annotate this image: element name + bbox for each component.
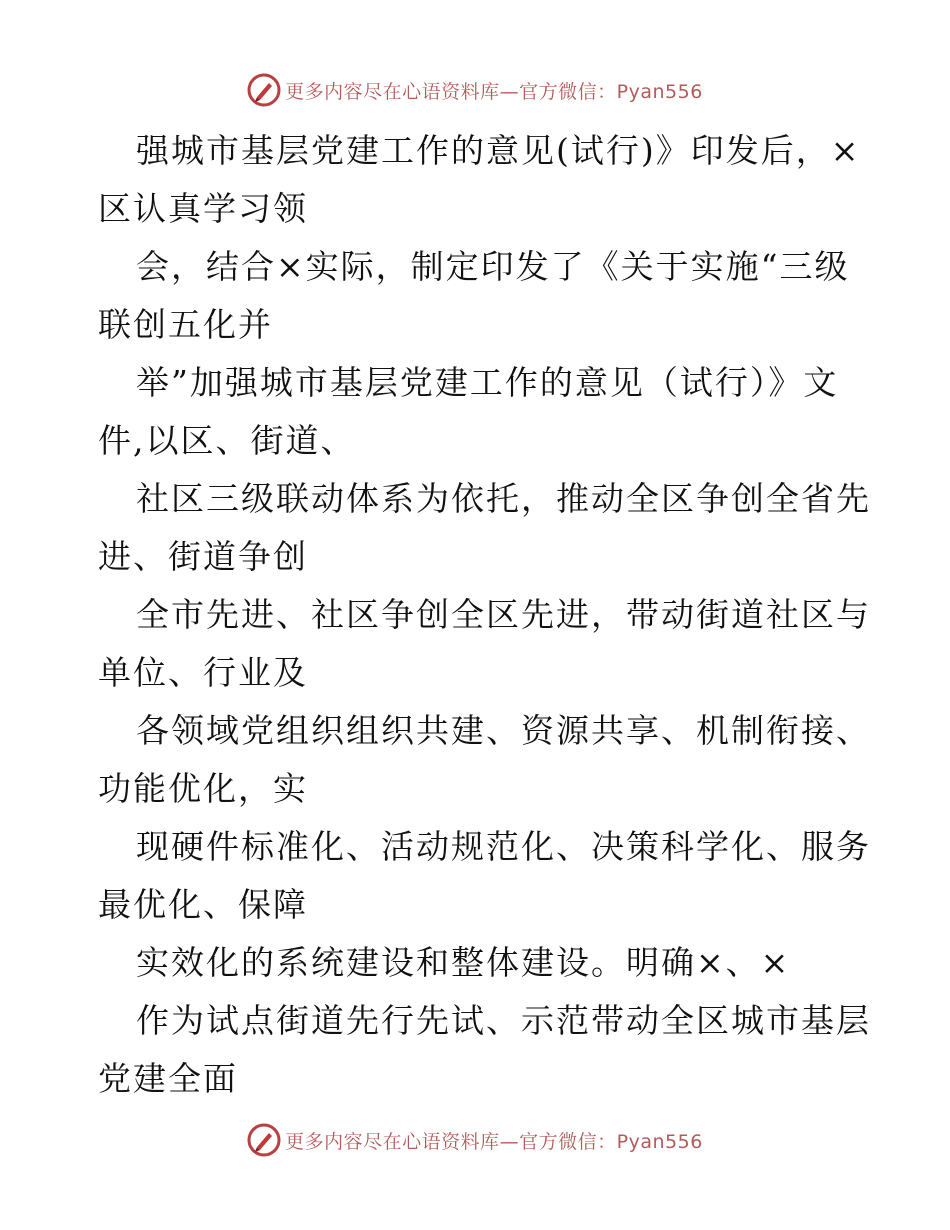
footer-banner-text: 更多内容尽在心语资料库—官方微信：Pyan556 bbox=[285, 1130, 703, 1153]
header-banner bbox=[0, 68, 950, 112]
text-line: 会，结合×实际，制定印发了《关于实施“三级 bbox=[136, 247, 850, 286]
pen-logo-icon bbox=[247, 1123, 281, 1157]
text-line: 各领域党组织组织共建、资源共享、机制衔接、 bbox=[136, 711, 871, 750]
text-line: 党建全面 bbox=[98, 1059, 238, 1098]
header-banner-text: 更多内容尽在心语资料库—官方微信：Pyan556 bbox=[285, 80, 703, 103]
text-line: 进、街道争创 bbox=[98, 537, 308, 576]
text-line: 作为试点街道先行先试、示范带动全区城市基层 bbox=[136, 1001, 871, 1040]
document-body bbox=[98, 122, 871, 1108]
text-line: 件,以区、街道、 bbox=[98, 421, 356, 460]
text-line: 区认真学习领 bbox=[98, 189, 308, 228]
text-line: 社区三级联动体系为依托，推动全区争创全省先 bbox=[136, 479, 871, 518]
text-line: 现硬件标准化、活动规范化、决策科学化、服务 bbox=[136, 827, 871, 866]
text-line: 举”加强城市基层党建工作的意见（试行）》文 bbox=[136, 363, 839, 402]
footer-banner bbox=[0, 1118, 950, 1162]
pen-logo-icon bbox=[247, 73, 281, 107]
text-line: 联创五化并 bbox=[98, 305, 273, 344]
text-line: 强城市基层党建工作的意见(试行)》印发后，× bbox=[136, 131, 861, 170]
text-line: 功能优化，实 bbox=[98, 769, 308, 808]
text-line: 全市先进、社区争创全区先进，带动街道社区与 bbox=[136, 595, 871, 634]
text-line: 单位、行业及 bbox=[98, 653, 308, 692]
text-line: 实效化的系统建设和整体建设。明确×、× bbox=[136, 943, 791, 982]
text-line: 最优化、保障 bbox=[98, 885, 308, 924]
